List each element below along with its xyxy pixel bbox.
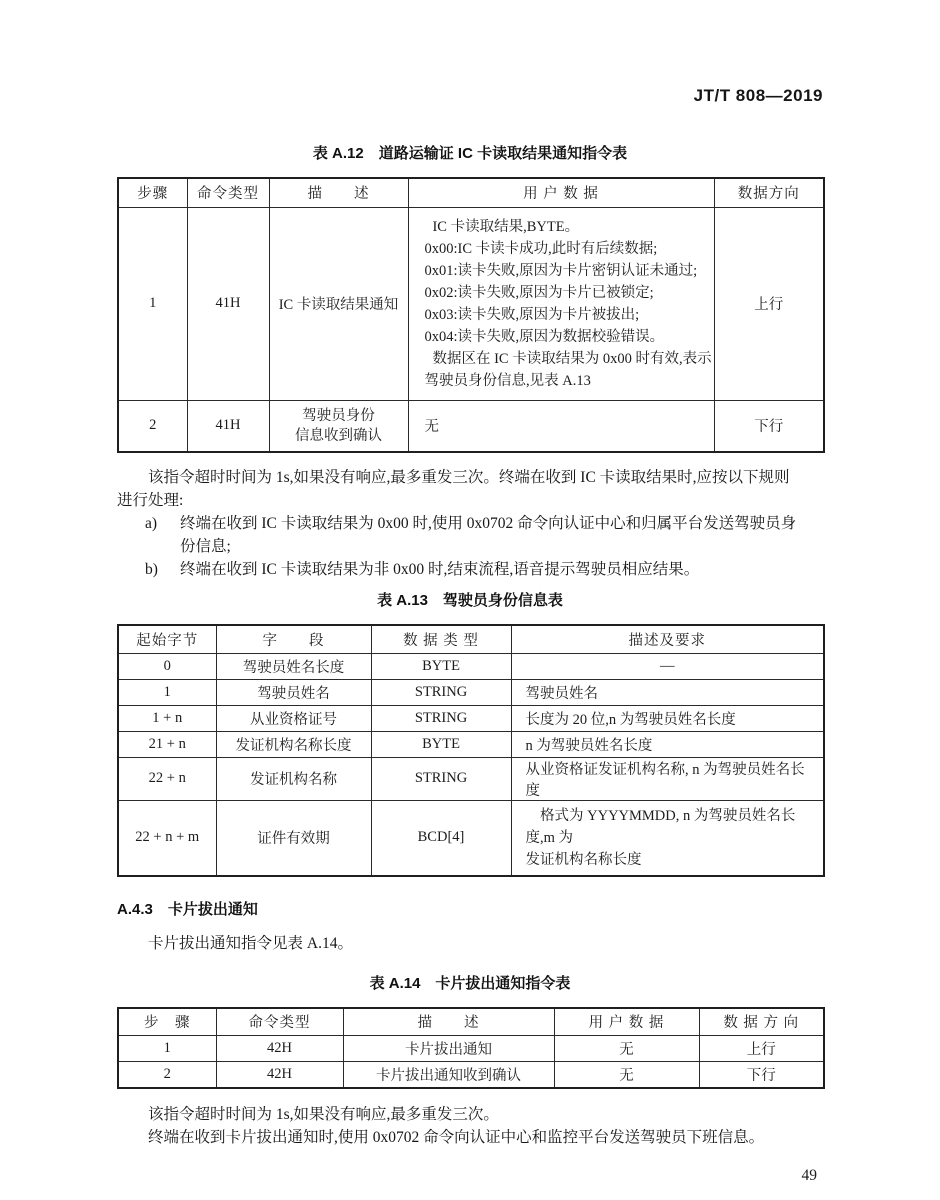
desc-cell: 卡片拔出通知 bbox=[343, 1036, 554, 1062]
step-cell: 2 bbox=[118, 1062, 216, 1088]
list-marker: b) bbox=[145, 561, 158, 578]
table-a13 bbox=[117, 624, 825, 877]
table-a14 bbox=[117, 1007, 825, 1089]
list-marker: a) bbox=[145, 515, 158, 532]
col-header-dir: 数 据 方 向 bbox=[699, 1008, 824, 1036]
table-row bbox=[118, 731, 824, 757]
userdata-line: 数据区在 IC 卡读取结果为 0x00 时有效,表示 bbox=[432, 350, 712, 367]
start-byte-cell: 1 bbox=[118, 679, 216, 705]
dir-cell: 上行 bbox=[714, 207, 824, 400]
field-cell: 从业资格证号 bbox=[216, 705, 371, 731]
col-header-desc: 描 述 bbox=[343, 1008, 554, 1036]
userdata-line: 驾驶员身份信息,见表 A.13 bbox=[424, 372, 591, 389]
paragraph-line: 卡片拔出通知指令见表 A.14。 bbox=[148, 934, 353, 952]
type-cell: BYTE bbox=[371, 653, 511, 679]
userdata-cell: 无 bbox=[554, 1062, 699, 1088]
userdata-cell bbox=[408, 207, 714, 400]
desc-cell: — bbox=[511, 653, 824, 679]
table-a12-header-row bbox=[118, 178, 824, 207]
type-cell: STRING bbox=[371, 679, 511, 705]
paragraph bbox=[117, 932, 823, 955]
userdata-line: 0x00:IC 卡读卡成功,此时有后续数据; bbox=[424, 240, 658, 257]
col-header-desc: 描 述 bbox=[269, 178, 408, 207]
doc-number: JT/T 808—2019 bbox=[693, 86, 823, 105]
paragraph-line: 该指令超时时间为 1s,如果没有响应,最多重发三次。 bbox=[148, 1105, 499, 1123]
field-cell: 发证机构名称 bbox=[216, 757, 371, 800]
paragraph-line: 该指令超时时间为 1s,如果没有响应,最多重发三次。终端在收到 IC 卡读取结果时,应按以下规则 bbox=[148, 469, 790, 486]
userdata-line: 0x01:读卡失败,原因为卡片密钥认证未通过; bbox=[424, 262, 698, 279]
col-header-field: 字 段 bbox=[216, 625, 371, 653]
table-a12-title: 表 A.12 道路运输证 IC 卡读取结果通知指令表 bbox=[312, 145, 628, 162]
desc-cell: IC 卡读取结果通知 bbox=[269, 207, 408, 400]
table-row bbox=[118, 400, 824, 452]
desc-line: 格式为 YYYYMMDD, n 为驾驶员姓名长度,m 为 bbox=[525, 807, 796, 846]
desc-cell bbox=[269, 400, 408, 452]
step-cell: 2 bbox=[118, 400, 187, 452]
userdata-line: IC 卡读取结果,BYTE。 bbox=[432, 218, 580, 235]
rule-list bbox=[117, 512, 823, 581]
field-cell: 驾驶员姓名长度 bbox=[216, 653, 371, 679]
table-row bbox=[118, 207, 824, 400]
col-header-data: 用 户 数 据 bbox=[554, 1008, 699, 1036]
table-a13-header-row bbox=[118, 625, 824, 653]
paragraph bbox=[117, 466, 823, 512]
col-header-type: 数 据 类 型 bbox=[371, 625, 511, 653]
userdata-line: 0x03:读卡失败,原因为卡片被拔出; bbox=[424, 306, 640, 323]
list-item-line: 终端在收到 IC 卡读取结果为 0x00 时,使用 0x0702 命令向认证中心和归属平台发送驾驶员身 bbox=[180, 515, 797, 532]
page-number: 49 bbox=[801, 1166, 817, 1184]
userdata-cell: 无 bbox=[554, 1036, 699, 1062]
table-row bbox=[118, 679, 824, 705]
paragraph-line: 进行处理: bbox=[117, 492, 184, 509]
table-a14-header-row bbox=[118, 1008, 824, 1036]
col-header-dir: 数据方向 bbox=[714, 178, 824, 207]
userdata-line: 0x02:读卡失败,原因为卡片已被锁定; bbox=[424, 284, 654, 301]
col-header-step: 步 骤 bbox=[118, 1008, 216, 1036]
desc-line: 驾驶员身份 bbox=[302, 407, 375, 424]
table-a14-title: 表 A.14 卡片拔出通知指令表 bbox=[369, 974, 571, 992]
list-item-line: 份信息; bbox=[180, 538, 231, 555]
step-cell: 1 bbox=[118, 207, 187, 400]
dir-cell: 上行 bbox=[699, 1036, 824, 1062]
desc-line: 发证机构名称长度 bbox=[525, 851, 642, 868]
start-byte-cell: 21 + n bbox=[118, 731, 216, 757]
start-byte-cell: 0 bbox=[118, 653, 216, 679]
col-header-start-byte: 起始字节 bbox=[118, 625, 216, 653]
type-cell: BYTE bbox=[371, 731, 511, 757]
dir-cell: 下行 bbox=[699, 1062, 824, 1088]
start-byte-cell: 1 + n bbox=[118, 705, 216, 731]
desc-cell: n 为驾驶员姓名长度 bbox=[511, 731, 824, 757]
desc-cell: 从业资格证发证机构名称, n 为驾驶员姓名长度 bbox=[511, 757, 824, 800]
cmd-cell: 42H bbox=[216, 1062, 343, 1088]
start-byte-cell: 22 + n + m bbox=[118, 800, 216, 876]
col-header-data: 用 户 数 据 bbox=[408, 178, 714, 207]
start-byte-cell: 22 + n bbox=[118, 757, 216, 800]
list-item-b bbox=[117, 558, 823, 581]
field-cell: 发证机构名称长度 bbox=[216, 731, 371, 757]
field-cell: 证件有效期 bbox=[216, 800, 371, 876]
dir-cell: 下行 bbox=[714, 400, 824, 452]
desc-cell bbox=[511, 800, 824, 876]
cmd-cell: 41H bbox=[187, 400, 269, 452]
desc-cell: 驾驶员姓名 bbox=[511, 679, 824, 705]
col-header-cmd: 命令类型 bbox=[216, 1008, 343, 1036]
paragraph-line: 终端在收到卡片拔出通知时,使用 0x0702 命令向认证中心和监控平台发送驾驶员下班信息。 bbox=[148, 1128, 765, 1146]
field-cell: 驾驶员姓名 bbox=[216, 679, 371, 705]
col-header-step: 步骤 bbox=[118, 178, 187, 207]
table-row bbox=[118, 705, 824, 731]
type-cell: STRING bbox=[371, 757, 511, 800]
list-item-a bbox=[117, 512, 823, 558]
table-a13-title: 表 A.13 驾驶员身份信息表 bbox=[377, 592, 563, 609]
userdata-line: 0x04:读卡失败,原因为数据校验错误。 bbox=[424, 328, 665, 345]
cmd-cell: 42H bbox=[216, 1036, 343, 1062]
table-row bbox=[118, 653, 824, 679]
section-heading-a43: A.4.3 卡片拔出通知 bbox=[117, 900, 258, 918]
desc-cell: 长度为 20 位,n 为驾驶员姓名长度 bbox=[511, 705, 824, 731]
table-row bbox=[118, 1062, 824, 1088]
type-cell: BCD[4] bbox=[371, 800, 511, 876]
step-cell: 1 bbox=[118, 1036, 216, 1062]
col-header-cmd: 命令类型 bbox=[187, 178, 269, 207]
desc-line: 信息收到确认 bbox=[295, 427, 382, 444]
paragraph bbox=[117, 1103, 823, 1149]
cmd-cell: 41H bbox=[187, 207, 269, 400]
table-a12 bbox=[117, 177, 825, 453]
table-row bbox=[118, 757, 824, 800]
userdata-cell: 无 bbox=[408, 400, 714, 452]
desc-cell: 卡片拔出通知收到确认 bbox=[343, 1062, 554, 1088]
type-cell: STRING bbox=[371, 705, 511, 731]
table-row bbox=[118, 1036, 824, 1062]
table-row bbox=[118, 800, 824, 876]
page-content bbox=[117, 0, 823, 1185]
col-header-desc: 描述及要求 bbox=[511, 625, 824, 653]
list-item-line: 终端在收到 IC 卡读取结果为非 0x00 时,结束流程,语音提示驾驶员相应结果。 bbox=[180, 561, 700, 578]
